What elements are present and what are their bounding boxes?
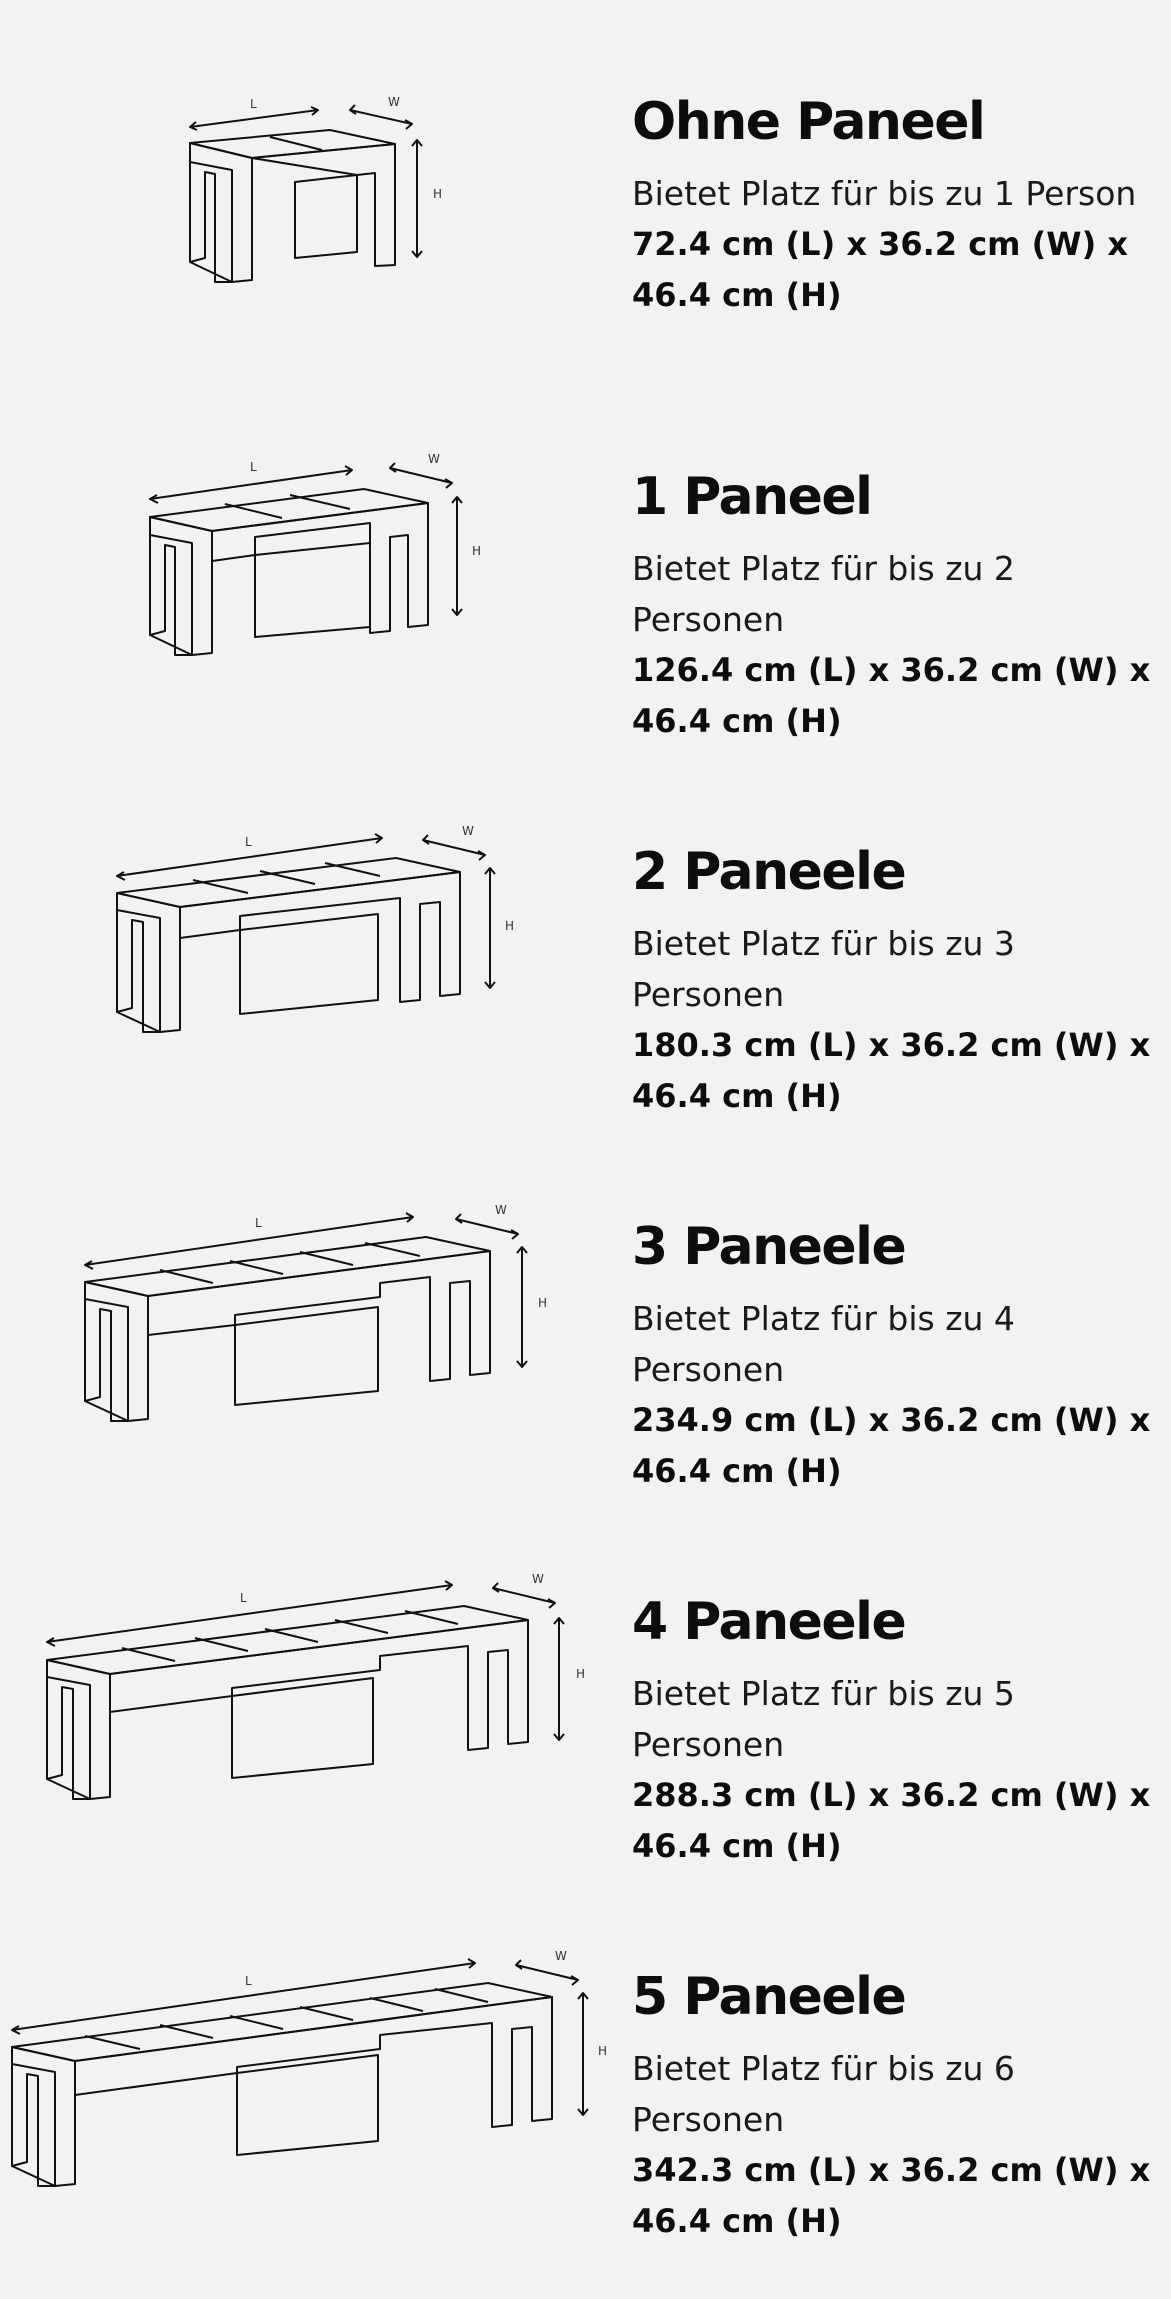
table-illustration-5-panels: [0, 1875, 608, 2250]
width-label: W: [462, 824, 474, 838]
length-label: L: [250, 97, 257, 111]
config-row: [0, 0, 1171, 375]
length-label: L: [245, 1974, 252, 1988]
config-text: [632, 842, 1152, 1122]
width-label: W: [532, 1572, 544, 1586]
config-capacity: Bietet Platz für bis zu 4 Personen: [632, 1299, 1015, 1389]
width-label: W: [495, 1203, 507, 1217]
config-title: 1 Paneel: [632, 467, 872, 527]
table-illustration-no-panel: [0, 0, 600, 375]
length-label: L: [255, 1216, 262, 1230]
config-text: [632, 467, 1152, 747]
config-row: [0, 1500, 1171, 1875]
config-text: [632, 92, 1152, 321]
config-row: [0, 375, 1171, 750]
height-label: H: [576, 1667, 586, 1681]
width-label: W: [555, 1949, 567, 1963]
config-dimensions: 342.3 cm (L) x 36.2 cm (W) x 46.4 cm (H): [632, 2151, 1151, 2240]
config-title: 2 Paneele: [632, 842, 906, 902]
config-row: [0, 750, 1171, 1125]
config-dimensions: 288.3 cm (L) x 36.2 cm (W) x 46.4 cm (H): [632, 1776, 1151, 1865]
config-dimensions: 126.4 cm (L) x 36.2 cm (W) x 46.4 cm (H): [632, 651, 1151, 740]
height-label: H: [505, 919, 515, 933]
table-illustration-3-panels: [0, 1125, 600, 1500]
width-label: W: [388, 95, 400, 109]
config-title: 3 Paneele: [632, 1217, 906, 1277]
config-row: [0, 1875, 1171, 2250]
config-capacity: Bietet Platz für bis zu 1 Person: [632, 174, 1137, 213]
table-illustration-1-panel: [0, 375, 600, 750]
config-capacity: Bietet Platz für bis zu 3 Personen: [632, 924, 1015, 1014]
width-label: W: [428, 452, 440, 466]
config-capacity: Bietet Platz für bis zu 2 Personen: [632, 549, 1015, 639]
table-illustration-2-panels: [0, 750, 600, 1125]
config-row: [0, 1125, 1171, 1500]
height-label: H: [598, 2044, 608, 2058]
config-dimensions: 72.4 cm (L) x 36.2 cm (W) x 46.4 cm (H): [632, 225, 1128, 314]
config-capacity: Bietet Platz für bis zu 6 Personen: [632, 2049, 1015, 2139]
config-dimensions: 180.3 cm (L) x 36.2 cm (W) x 46.4 cm (H): [632, 1026, 1151, 1115]
config-text: [632, 1217, 1152, 1497]
config-title: Ohne Paneel: [632, 92, 985, 152]
table-illustration-4-panels: [0, 1500, 600, 1875]
config-text: [632, 1967, 1152, 2247]
length-label: L: [245, 835, 252, 849]
config-text: [632, 1592, 1152, 1872]
length-label: L: [250, 460, 257, 474]
config-dimensions: 234.9 cm (L) x 36.2 cm (W) x 46.4 cm (H): [632, 1401, 1151, 1490]
height-label: H: [538, 1296, 548, 1310]
height-label: H: [472, 544, 482, 558]
config-title: 5 Paneele: [632, 1967, 906, 2027]
config-title: 4 Paneele: [632, 1592, 906, 1652]
height-label: H: [433, 187, 443, 201]
length-label: L: [240, 1591, 247, 1605]
config-capacity: Bietet Platz für bis zu 5 Personen: [632, 1674, 1015, 1764]
